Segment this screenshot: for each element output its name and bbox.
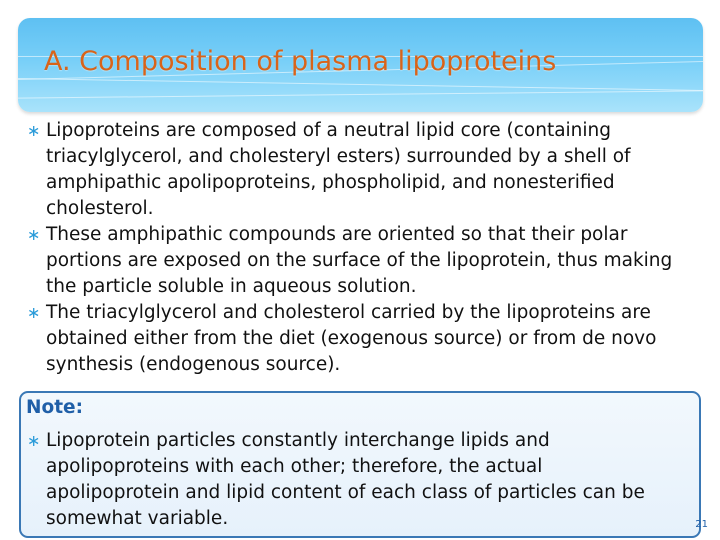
title-banner: [18, 18, 703, 112]
bullet-item: [0, 222, 700, 300]
bullet-text: These amphipathic compounds are oriented so that their polar portions are exposed on the surface of the lipoprotein, thus making the particle soluble in aqueous solution.: [46, 224, 673, 297]
note-bullet-item: [0, 428, 680, 532]
bullet-asterisk-icon: ∗: [27, 431, 41, 450]
bullet-list: [0, 118, 700, 378]
note-bullet-list: [0, 428, 680, 532]
bullet-item: [0, 300, 700, 378]
note-bullet-text: Lipoprotein particles constantly interchange lipids and apolipoproteins with each other; therefore, the actual apolipoprotein and lipid content of each class of particles can be somewhat variable.: [46, 430, 645, 529]
note-label: Note:: [26, 397, 83, 418]
bullet-text: Lipoproteins are composed of a neutral lipid core (containing triacylglycerol, and cholesteryl esters) surrounded by a shell of amphipathic apolipoproteins, phospholipid, and nonesterified cholesterol.: [46, 120, 631, 219]
bullet-asterisk-icon: ∗: [27, 121, 41, 140]
bullet-asterisk-icon: ∗: [27, 225, 41, 244]
bullet-item: [0, 118, 700, 222]
slide-title: A. Composition of plasma lipoproteins: [44, 46, 557, 77]
bullet-text: The triacylglycerol and cholesterol carried by the lipoproteins are obtained either from the diet (exogenous source) or from de novo synthesis (endogenous source).: [46, 302, 657, 375]
page-number: 21: [695, 519, 708, 530]
bullet-asterisk-icon: ∗: [27, 303, 41, 322]
